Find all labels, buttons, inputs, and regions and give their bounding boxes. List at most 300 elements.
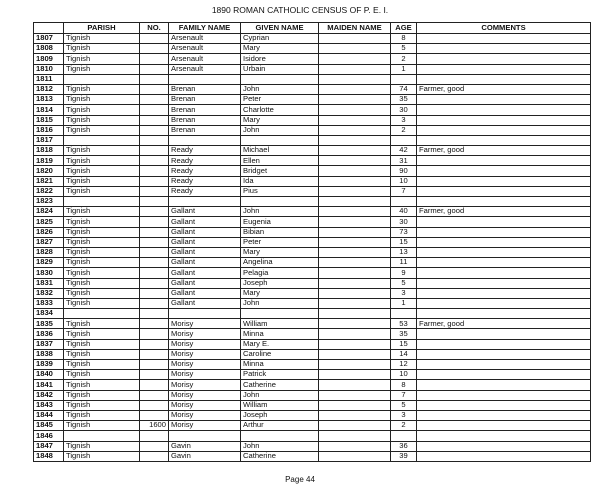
maiden-name-cell [319,390,391,400]
age-cell: 40 [391,207,417,217]
row-number-cell: 1822 [34,186,64,196]
given-name-cell: Joseph [241,410,319,420]
number-cell [140,54,169,64]
age-cell [391,74,417,84]
given-name-cell: John [241,207,319,217]
maiden-name-cell [319,360,391,370]
family-name-cell: Morisy [169,360,241,370]
family-name-cell: Arsenault [169,34,241,44]
given-name-cell [241,431,319,441]
family-name-cell: Brenan [169,84,241,94]
comments-cell [417,370,591,380]
comments-cell [417,410,591,420]
family-name-cell: Morisy [169,370,241,380]
parish-cell: Tignish [64,207,140,217]
row-number-cell: 1842 [34,390,64,400]
table-row [34,237,591,247]
family-name-cell: Gallant [169,298,241,308]
age-cell: 74 [391,84,417,94]
page-number: Page 44 [285,475,315,484]
given-name-cell: John [241,390,319,400]
comments-cell [417,227,591,237]
row-number-cell: 1843 [34,400,64,410]
number-cell [140,44,169,54]
family-name-cell [169,135,241,145]
table-row [34,95,591,105]
family-name-cell: Brenan [169,115,241,125]
table-row [34,410,591,420]
number-cell [140,156,169,166]
comments-cell [417,288,591,298]
parish-cell: Tignish [64,227,140,237]
maiden-name-cell [319,288,391,298]
comments-cell [417,247,591,257]
given-name-cell [241,74,319,84]
maiden-name-cell [319,319,391,329]
given-name-cell: Cyprian [241,34,319,44]
column-header-family-name: FAMILY NAME [169,23,241,34]
table-row [34,146,591,156]
parish-cell: Tignish [64,44,140,54]
given-name-cell [241,197,319,207]
maiden-name-cell [319,349,391,359]
age-cell: 9 [391,268,417,278]
given-name-cell: Michael [241,146,319,156]
family-name-cell: Ready [169,176,241,186]
table-row [34,441,591,451]
family-name-cell: Brenan [169,95,241,105]
age-cell: 15 [391,339,417,349]
maiden-name-cell [319,441,391,451]
given-name-cell: Mary [241,115,319,125]
table-row [34,166,591,176]
row-number-cell: 1818 [34,146,64,156]
given-name-cell: John [241,441,319,451]
maiden-name-cell [319,329,391,339]
number-cell [140,197,169,207]
number-cell [140,258,169,268]
parish-cell: Tignish [64,441,140,451]
given-name-cell: William [241,319,319,329]
column-header-parish: PARISH [64,23,140,34]
row-number-cell: 1833 [34,298,64,308]
number-cell [140,431,169,441]
table-row [34,390,591,400]
number-cell [140,217,169,227]
number-cell [140,115,169,125]
row-number-cell: 1832 [34,288,64,298]
parish-cell: Tignish [64,421,140,431]
maiden-name-cell [319,410,391,420]
family-name-cell: Gallant [169,278,241,288]
parish-cell: Tignish [64,217,140,227]
table-row [34,186,591,196]
row-number-cell: 1824 [34,207,64,217]
number-cell [140,451,169,461]
age-cell: 35 [391,95,417,105]
comments-cell [417,309,591,319]
family-name-cell [169,197,241,207]
given-name-cell: Mary [241,288,319,298]
age-cell: 3 [391,410,417,420]
age-cell: 5 [391,400,417,410]
page-title: 1890 ROMAN CATHOLIC CENSUS OF P. E. I. [211,5,389,15]
row-number-cell: 1836 [34,329,64,339]
number-cell [140,95,169,105]
parish-cell [64,135,140,145]
maiden-name-cell [319,44,391,54]
number-cell [140,370,169,380]
maiden-name-cell [319,258,391,268]
number-cell [140,207,169,217]
comments-cell [417,34,591,44]
age-cell: 30 [391,217,417,227]
parish-cell: Tignish [64,64,140,74]
family-name-cell: Gallant [169,247,241,257]
age-cell: 11 [391,258,417,268]
parish-cell: Tignish [64,146,140,156]
table-row [34,34,591,44]
number-cell [140,227,169,237]
comments-cell [417,390,591,400]
row-number-cell: 1847 [34,441,64,451]
row-number-cell: 1840 [34,370,64,380]
number-cell [140,349,169,359]
maiden-name-cell [319,400,391,410]
age-cell: 13 [391,247,417,257]
row-number-cell: 1808 [34,44,64,54]
given-name-cell: Peter [241,237,319,247]
family-name-cell: Brenan [169,105,241,115]
number-cell [140,390,169,400]
family-name-cell: Gallant [169,237,241,247]
number-cell [140,146,169,156]
age-cell: 1 [391,298,417,308]
given-name-cell: Isidore [241,54,319,64]
maiden-name-cell [319,237,391,247]
age-cell: 5 [391,44,417,54]
given-name-cell: Patrick [241,370,319,380]
number-cell: 1600 [140,421,169,431]
comments-cell [417,380,591,390]
comments-cell [417,329,591,339]
parish-cell: Tignish [64,268,140,278]
table-row [34,207,591,217]
number-cell [140,176,169,186]
parish-cell: Tignish [64,339,140,349]
family-name-cell: Ready [169,156,241,166]
table-row [34,421,591,431]
given-name-cell: Eugenia [241,217,319,227]
maiden-name-cell [319,309,391,319]
comments-cell [417,135,591,145]
table-row [34,247,591,257]
column-header-maiden-name: MAIDEN NAME [319,23,391,34]
maiden-name-cell [319,217,391,227]
parish-cell: Tignish [64,451,140,461]
parish-cell: Tignish [64,370,140,380]
number-cell [140,298,169,308]
given-name-cell: Pelagia [241,268,319,278]
number-cell [140,410,169,420]
family-name-cell: Morisy [169,380,241,390]
table-row [34,288,591,298]
comments-cell [417,186,591,196]
age-cell: 14 [391,349,417,359]
number-cell [140,278,169,288]
table-row [34,135,591,145]
number-cell [140,237,169,247]
family-name-cell: Gavin [169,441,241,451]
age-cell [391,135,417,145]
given-name-cell: Joseph [241,278,319,288]
maiden-name-cell [319,197,391,207]
age-cell: 42 [391,146,417,156]
table-row [34,258,591,268]
table-row [34,431,591,441]
comments-cell [417,298,591,308]
row-number-cell: 1838 [34,349,64,359]
age-cell: 15 [391,237,417,247]
family-name-cell: Morisy [169,390,241,400]
parish-cell: Tignish [64,125,140,135]
given-name-cell: Peter [241,95,319,105]
maiden-name-cell [319,298,391,308]
comments-cell [417,268,591,278]
family-name-cell: Morisy [169,319,241,329]
family-name-cell: Gallant [169,217,241,227]
parish-cell: Tignish [64,400,140,410]
comments-cell [417,95,591,105]
parish-cell: Tignish [64,95,140,105]
comments-cell [417,400,591,410]
row-number-cell: 1841 [34,380,64,390]
comments-cell: Farmer, good [417,207,591,217]
row-number-cell: 1828 [34,247,64,257]
maiden-name-cell [319,74,391,84]
column-header-no: NO. [140,23,169,34]
row-number-cell: 1825 [34,217,64,227]
family-name-cell: Gallant [169,227,241,237]
row-number-cell: 1815 [34,115,64,125]
age-cell: 12 [391,360,417,370]
maiden-name-cell [319,451,391,461]
comments-cell [417,441,591,451]
column-header-given-name: GIVEN NAME [241,23,319,34]
family-name-cell: Ready [169,186,241,196]
number-cell [140,400,169,410]
comments-cell [417,125,591,135]
number-cell [140,247,169,257]
row-number-cell: 1812 [34,84,64,94]
column-header-age: AGE [391,23,417,34]
maiden-name-cell [319,247,391,257]
number-cell [140,105,169,115]
table-row [34,197,591,207]
table-row [34,156,591,166]
number-cell [140,125,169,135]
given-name-cell: Angelina [241,258,319,268]
number-cell [140,64,169,74]
age-cell: 2 [391,125,417,135]
parish-cell: Tignish [64,156,140,166]
comments-cell [417,421,591,431]
parish-cell: Tignish [64,390,140,400]
family-name-cell [169,74,241,84]
comments-cell [417,54,591,64]
family-name-cell: Gallant [169,288,241,298]
family-name-cell: Morisy [169,329,241,339]
row-number-cell: 1831 [34,278,64,288]
number-cell [140,186,169,196]
comments-cell [417,156,591,166]
family-name-cell: Arsenault [169,64,241,74]
row-number-cell: 1826 [34,227,64,237]
row-number-cell: 1829 [34,258,64,268]
age-cell [391,197,417,207]
number-cell [140,380,169,390]
row-number-cell: 1844 [34,410,64,420]
column-header-comments: COMMENTS [417,23,591,34]
row-number-cell: 1809 [34,54,64,64]
parish-cell [64,197,140,207]
table-row [34,54,591,64]
parish-cell: Tignish [64,166,140,176]
table-row [34,125,591,135]
parish-cell: Tignish [64,54,140,64]
family-name-cell: Gavin [169,451,241,461]
parish-cell: Tignish [64,410,140,420]
table-row [34,105,591,115]
age-cell [391,309,417,319]
age-cell: 30 [391,105,417,115]
parish-cell: Tignish [64,176,140,186]
family-name-cell: Brenan [169,125,241,135]
parish-cell: Tignish [64,278,140,288]
maiden-name-cell [319,115,391,125]
age-cell: 2 [391,421,417,431]
maiden-name-cell [319,431,391,441]
parish-cell: Tignish [64,380,140,390]
given-name-cell: Ida [241,176,319,186]
maiden-name-cell [319,176,391,186]
parish-cell: Tignish [64,237,140,247]
comments-cell [417,64,591,74]
number-cell [140,339,169,349]
comments-cell [417,258,591,268]
comments-cell: Farmer, good [417,84,591,94]
table-row [34,44,591,54]
age-cell: 3 [391,288,417,298]
maiden-name-cell [319,64,391,74]
table-row [34,360,591,370]
table-row [34,329,591,339]
table-row [34,319,591,329]
row-number-cell: 1810 [34,64,64,74]
given-name-cell: Caroline [241,349,319,359]
age-cell: 7 [391,390,417,400]
given-name-cell: Mary [241,247,319,257]
maiden-name-cell [319,105,391,115]
given-name-cell: John [241,125,319,135]
table-row [34,451,591,461]
row-number-cell: 1835 [34,319,64,329]
family-name-cell: Arsenault [169,54,241,64]
row-number-cell: 1848 [34,451,64,461]
comments-cell [417,105,591,115]
maiden-name-cell [319,207,391,217]
family-name-cell: Gallant [169,268,241,278]
row-number-cell: 1846 [34,431,64,441]
table-row [34,298,591,308]
number-cell [140,329,169,339]
maiden-name-cell [319,135,391,145]
number-cell [140,34,169,44]
family-name-cell: Gallant [169,258,241,268]
row-number-cell: 1834 [34,309,64,319]
age-cell: 10 [391,370,417,380]
number-cell [140,319,169,329]
maiden-name-cell [319,370,391,380]
table-row [34,176,591,186]
given-name-cell: Bridget [241,166,319,176]
given-name-cell: William [241,400,319,410]
table-row [34,380,591,390]
header-row [34,23,591,34]
given-name-cell: Bibian [241,227,319,237]
maiden-name-cell [319,84,391,94]
given-name-cell: Charlotte [241,105,319,115]
parish-cell: Tignish [64,186,140,196]
comments-cell: Farmer, good [417,319,591,329]
maiden-name-cell [319,227,391,237]
maiden-name-cell [319,54,391,64]
comments-cell [417,176,591,186]
given-name-cell: John [241,298,319,308]
given-name-cell: Catherine [241,380,319,390]
maiden-name-cell [319,380,391,390]
family-name-cell [169,431,241,441]
census-table [33,22,591,462]
row-number-cell: 1839 [34,360,64,370]
age-cell: 5 [391,278,417,288]
family-name-cell: Ready [169,166,241,176]
number-cell [140,268,169,278]
given-name-cell: Catherine [241,451,319,461]
family-name-cell: Morisy [169,410,241,420]
given-name-cell: Urbain [241,64,319,74]
family-name-cell: Morisy [169,400,241,410]
parish-cell: Tignish [64,34,140,44]
comments-cell [417,197,591,207]
age-cell: 90 [391,166,417,176]
row-number-cell: 1845 [34,421,64,431]
family-name-cell: Morisy [169,421,241,431]
table-row [34,349,591,359]
table-row [34,227,591,237]
given-name-cell: Arthur [241,421,319,431]
comments-cell [417,349,591,359]
row-number-cell: 1813 [34,95,64,105]
parish-cell [64,74,140,84]
column-header-row-number [34,23,64,34]
number-cell [140,74,169,84]
parish-cell: Tignish [64,288,140,298]
family-name-cell: Gallant [169,207,241,217]
table-row [34,339,591,349]
given-name-cell [241,135,319,145]
number-cell [140,166,169,176]
